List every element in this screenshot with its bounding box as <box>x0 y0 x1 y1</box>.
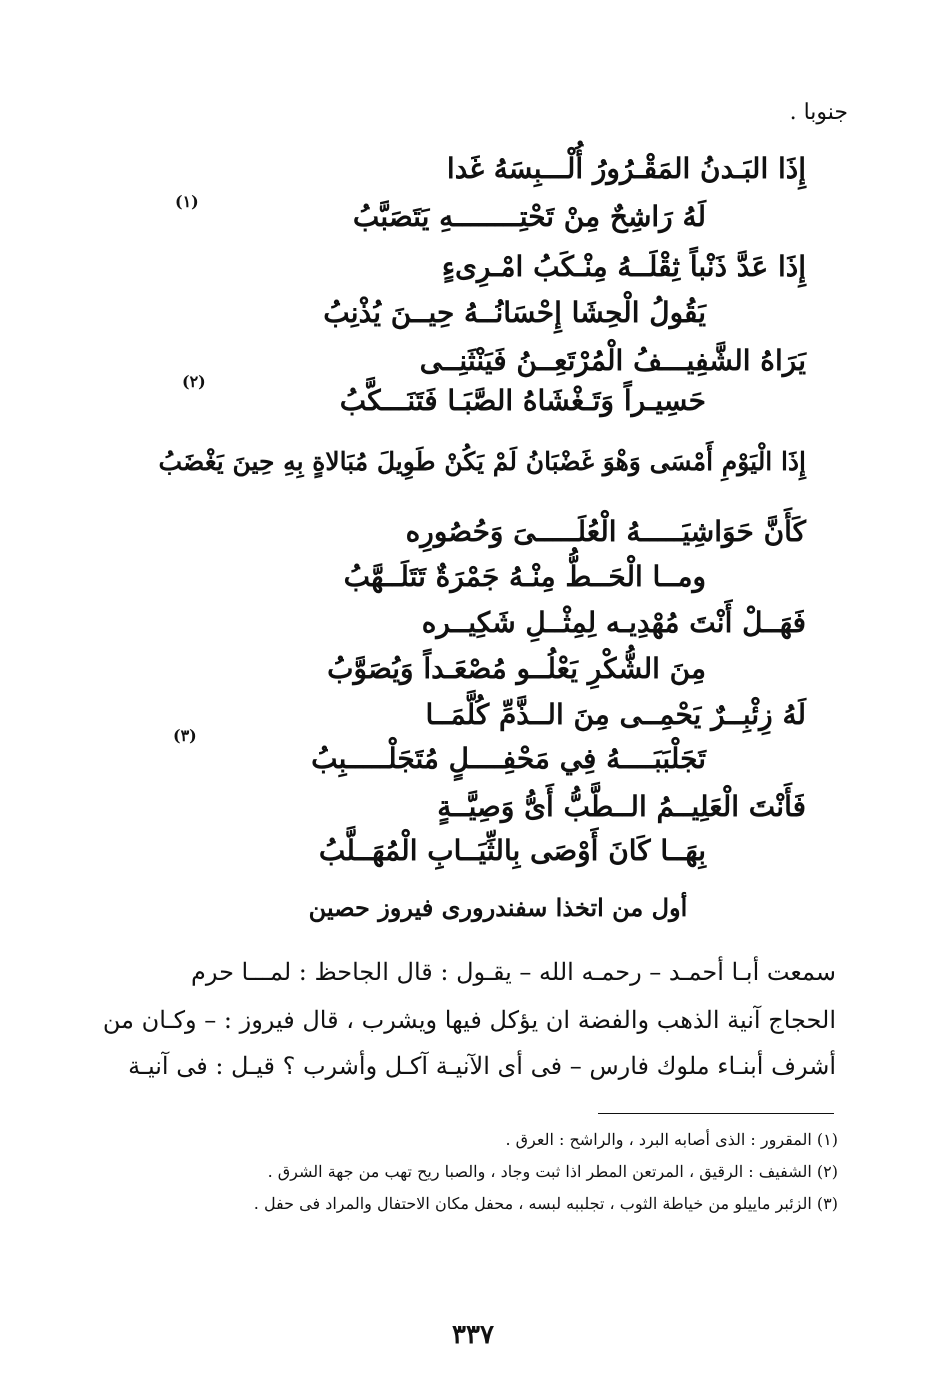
footnote: (٣) الزئبر ماييلو من خياطة الثوب ، تجلببه لبسه ، محفل مكان الاحتفال والمراد فى حفل . <box>253 1194 838 1213</box>
verse-line: إِذَا البَـدنُ المَقْـرُورُ أُلْـــبِسَهُ غَدا <box>446 152 806 185</box>
verse-line: لَهُ رَاشِحٌ مِنْ تَحْتِــــــــهِ يَتَصَبَّبُ <box>352 200 706 233</box>
verse-line: فَهَــلْ أَنْتَ مُهْدِيـه لِمِثْــلِ شَكِيــره <box>421 606 806 639</box>
verse-line: فَأَنْتَ الْعَلِيــمُ الــطَّبُّ أَىُّ وَصِيَّــةٍ <box>437 790 806 823</box>
verse-line: إِذَا عَدَّ ذَنْباً ثِقْلَــهُ مِنْـكَبُ امْـرِىءٍ <box>441 250 806 283</box>
verse-line: لَهُ زِئْبِــرٌ يَحْمِــى مِنَ الــذَّمِّ كُلَّمَــا <box>425 698 806 731</box>
footnote: (٢) الشفيف : الرقيق ، المرتعن المطر اذا ثبت وجاد ، والصبا ريح تهب من جهة الشرق . <box>267 1162 838 1181</box>
footnote-marker: (١) <box>175 192 199 211</box>
verse-line: ومــا الْحَــطُّ مِنْـهُ جَمْرَةٌ تَتَلَــهَّبُ <box>343 560 706 593</box>
footnote-separator <box>598 1113 834 1114</box>
verse-line: تَجَلْبَبَــــهُ فِي مَحْفِــــلٍ مُتَجَلْـــــبِبُ <box>311 742 706 775</box>
verse-line: يَقُولُ الْحِشَا إِحْسَانُــهُ حِيــنَ يُذْنِبُ <box>323 296 706 329</box>
verse-line: كَأَنَّ حَوَاشِيَـــــهُ الْعُلَـــــىَ وَحُصُورِه <box>405 515 806 548</box>
paragraph-line: الحجاج آنية الذهب والفضة ان يؤكل فيها ويشرب ، قال فيروز : – وكـان من <box>102 1006 836 1034</box>
verse-line: يَرَاهُ الشَّفِيـــفُ الْمُرْتَعِــنُ فَيَنْثَنِــى <box>419 344 806 377</box>
paragraph-line: أشرف أبنـاء ملوك فارس – فى أى الآنيـة آكـل وأشرب ؟ قيـل : فى آنيـة <box>128 1052 836 1080</box>
page-number: ٣٣٧ <box>452 1320 494 1350</box>
footnote-marker: (٢) <box>182 372 206 391</box>
footnote-marker: (٣) <box>173 726 197 745</box>
verse-line: حَسِيـراً وَتَـغْشَاهُ الصَّبَـا فَتَنَـــكَّبُ <box>339 384 706 417</box>
continuation-text: جنوبا . <box>789 100 848 125</box>
footnote: (١) المقرور : الذى أصابه البرد ، والراشح : العرق . <box>505 1130 838 1149</box>
paragraph-line: سمعت أبـا أحمـد – رحمـه الله – يقـول : قال الجاحظ : لمـــا حرم <box>190 958 836 986</box>
verse-line: إِذَا الْيَوْمِ أَمْسَى وَهْوَ غَضْبَانُ لَمْ يَكُنْ طَوِيلَ مُبَالاةٍ بِهِ حِينَ يَغْضَبُ <box>158 447 806 476</box>
verse-line: مِنَ الشُّكْرِ يَعْلُــو مُصْعَـداً وَيُصَوَّبُ <box>327 652 706 685</box>
verse-line: بِهَــا كَانَ أَوْصَى بِالثِّيَــابِ الْمُهَــلَّبُ <box>318 834 706 867</box>
section-heading: أول من اتخذا سفندرورى فيروز حصين <box>308 893 688 922</box>
